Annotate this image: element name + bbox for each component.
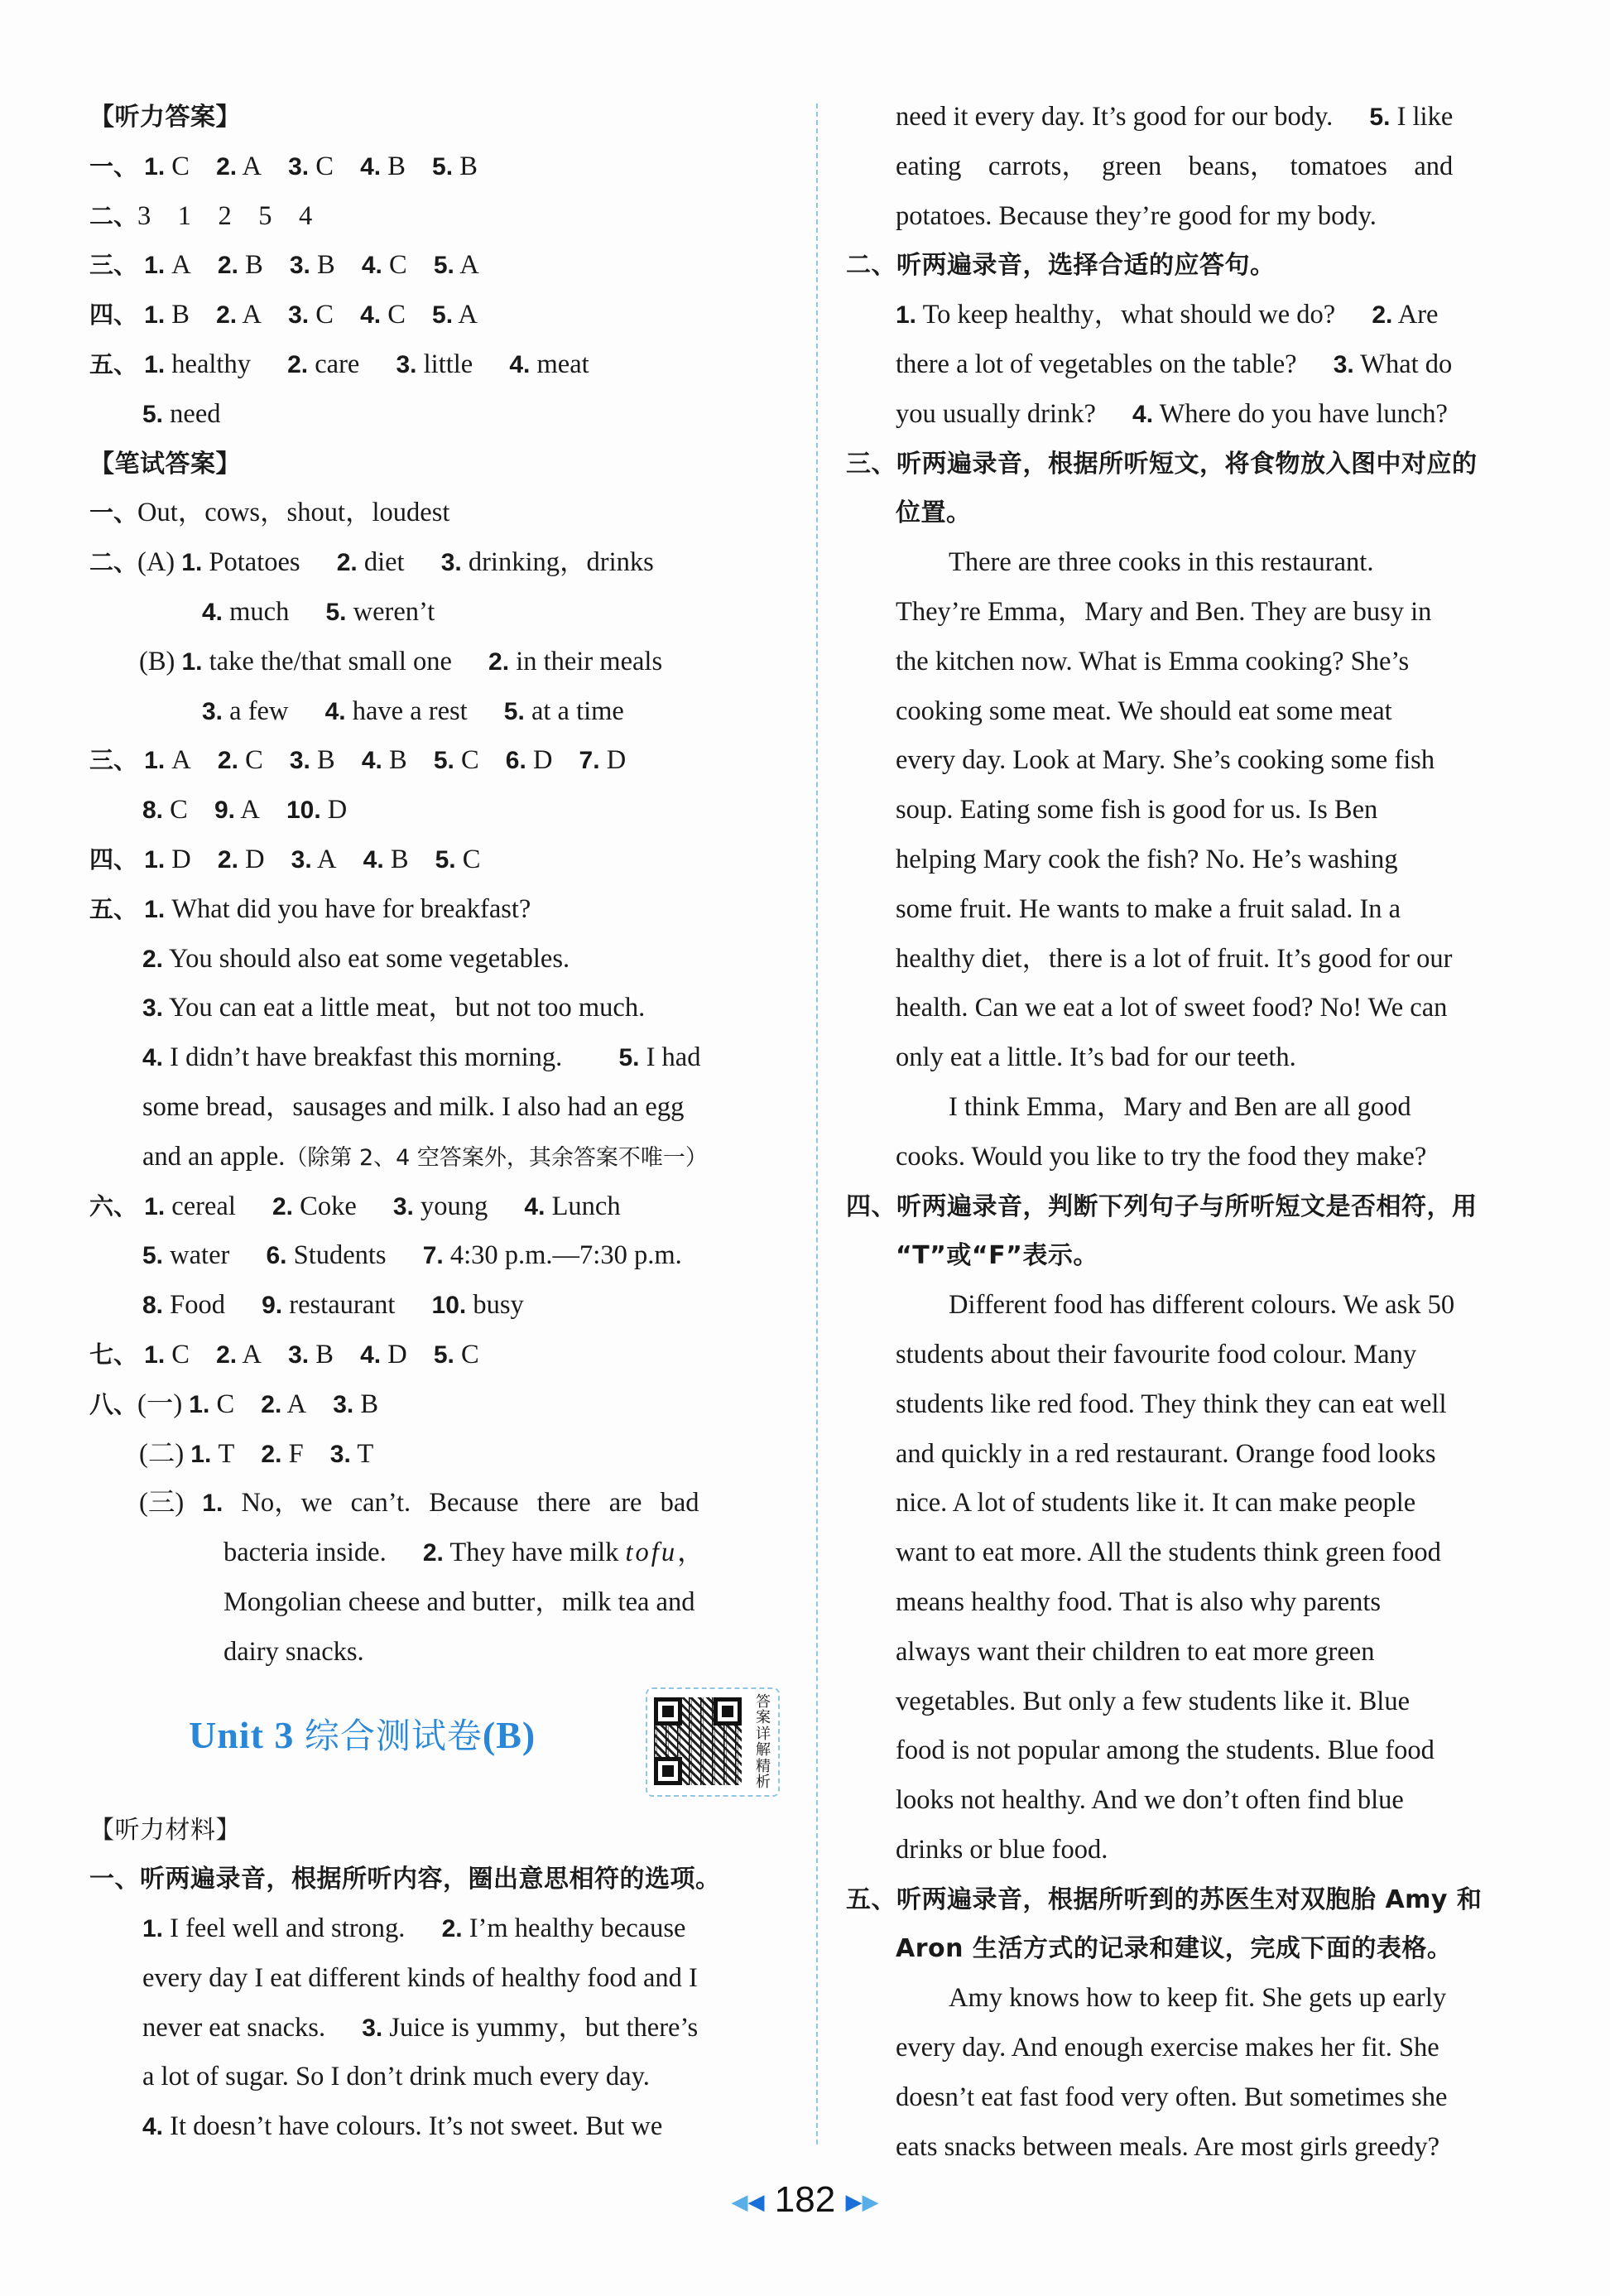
material-q4-instruction: 四、听两遍录音，判断下列句子与所听短文是否相符，用 [846,1191,1478,1221]
answer-row-written-5-1: 五、 1. What did you have for breakfast? [89,893,531,924]
answer-row-written-4: 四、 1. D 2. D 3. A 4. B 5. C [89,844,481,874]
answer-row-written-3: 三、 1. A 2. C 3. B 4. B 5. C 6. D 7. D [89,745,627,776]
next-page-arrow-icon[interactable]: ▶ [845,2188,863,2214]
prev-page-outer-arrow-icon[interactable]: ◀ [731,2188,748,2214]
material-q5-instruction-cont: Aron 生活方式的记录和建议，完成下面的表格。 [896,1934,1453,1964]
material-q1-line: 1. I feel well and strong. 2. I’m healthy because [142,1913,686,1944]
answer-row-listening-2: 二、3 1 2 5 4 [89,200,313,231]
material-q2-line: you usually drink? 4. Where do you have lunch? [896,398,1448,429]
material-q2-instruction: 二、听两遍录音，选择合适的应答句。 [846,251,1276,281]
material-q1-line: 4. It doesn’t have colours. It’s not sweet. But we [142,2111,663,2142]
material-q4-para: drinks or blue food. [896,1834,1108,1865]
answer-row-written-6: 六、 1. cereal 2. Coke 3. young 4. Lunch [89,1191,621,1221]
answer-row-written-8-3: (三) 1. No，we can’t. Because there are bad [139,1488,699,1519]
material-q3-para: helping Mary cook the fish? No. He’s washing [896,844,1398,874]
material-q3-para: soup. Eating some fish is good for us. Is Ben [896,795,1378,826]
material-q3-para: healthy diet，there is a lot of fruit. It’s good for our [896,943,1453,974]
material-q3-para: only eat a little. It’s bad for our teeth. [896,1042,1296,1073]
answer-row-written-8-2: (二) 1. T 2. F 3. T [139,1438,374,1469]
material-q3-para: They’re Emma，Mary and Ben. They are busy in [896,596,1432,627]
next-page-outer-arrow-icon[interactable]: ▶ [862,2188,879,2214]
material-q4-para: students about their favourite food colour. Many [896,1339,1417,1369]
answer-row-written-6-cont1: 5. water 6. Students 7. 4:30 p.m.—7:30 p.m. [142,1240,682,1271]
material-q4-para: food is not popular among the students. Blue food [896,1735,1435,1766]
answer-row-written-5-cont1: some bread，sausages and milk. I also had an egg [142,1091,685,1122]
material-q2-line: 1. To keep healthy，what should we do? 2. Are [896,300,1439,330]
material-q5-instruction: 五、听两遍录音，根据所听到的苏医生对双胞胎 Amy 和 [846,1884,1483,1914]
right-column [846,93,1545,2172]
material-q1-line: every day I eat different kinds of healthy food and I [142,1962,698,1993]
material-q1-instruction: 一、听两遍录音，根据所听内容，圈出意思相符的选项。 [89,1865,721,1894]
answer-row-written-5-2: 2. You should also eat some vegetables. [142,943,570,974]
answer-row-written-8-3-cont3: dairy snacks. [223,1636,364,1667]
material-q4-instruction-cont: “T”或“F”表示。 [896,1241,1098,1271]
left-column [89,93,789,2152]
material-q5-para: Amy knows how to keep fit. She gets up early [949,1983,1447,2014]
material-q1-cont: need it every day. It’s good for our body. 5. I like [896,102,1454,132]
material-q4-para: nice. A lot of students like it. It can make people [896,1488,1416,1519]
material-q4-para: always want their children to eat more green [896,1636,1375,1667]
material-q3-para: There are three cooks in this restaurant. [949,547,1374,578]
material-q3-para2: cooks. Would you like to try the food they make? [896,1141,1427,1172]
material-q5-para: doesn’t eat fast food very often. But sometimes she [896,2082,1448,2112]
prev-page-arrow-icon[interactable]: ◀ [747,2188,765,2214]
answer-row-listening-5-cont: 5. need [142,398,221,429]
material-q4-para: vegetables. But only a few students like it. Blue [896,1686,1410,1716]
qr-code-box[interactable] [646,1687,780,1797]
qr-code-icon[interactable] [654,1697,742,1785]
material-q1-cont: eating carrots， green beans， tomatoes and [896,151,1454,181]
answer-row-written-2b-cont: 3. a few 4. have a rest 5. at a time [202,696,624,726]
answer-row-written-2a-cont: 4. much 5. weren’t [202,596,435,627]
written-answers-header: 【笔试答案】 [89,449,241,479]
answer-row-written-1: 一、Out，cows，shout，loudest [89,498,450,528]
material-q3-para: health. Can we eat a lot of sweet food? No! We can [896,993,1448,1023]
answer-row-listening-3: 三、 1. A 2. B 3. B 4. C 5. A [89,250,479,281]
answer-row-written-2b: (B) 1. take the/that small one 2. in their meals [139,646,663,676]
answer-row-listening-1: 一、 1. C 2. A 3. C 4. B 5. B [89,151,478,181]
material-q4-para: looks not healthy. And we don’t often find blue [896,1785,1404,1816]
answer-row-listening-4: 四、 1. B 2. A 3. C 4. C 5. A [89,300,478,330]
answer-row-listening-5: 五、 1. healthy 2. care 3. little 4. meat [89,349,589,379]
answer-row-written-7: 七、 1. C 2. A 3. B 4. D 5. C [89,1339,479,1369]
answer-note: （除第 2、4 空答案外，其余答案不唯一） [285,1144,708,1171]
unit-title: Unit 3 综合测试卷(B) [189,1713,536,1756]
material-q3-para: cooking some meat. We should eat some meat [896,696,1392,726]
answer-row-written-5-3: 3. You can eat a little meat，but not too much. [142,993,646,1023]
page-number: 182 [774,2179,836,2220]
material-q4-para: students like red food. They think they can eat well [896,1389,1447,1419]
answer-row-written-3-cont: 8. C 9. A 10. D [142,795,348,826]
material-q3-instruction: 三、听两遍录音，根据所听短文，将食物放入图中对应的 [846,449,1478,479]
answer-row-written-6-cont2: 8. Food 9. restaurant 10. busy [142,1290,524,1321]
page-number-footer [0,2179,1610,2221]
answer-row-written-8-3-cont1: bacteria inside. 2. They have milk tofu， [223,1538,704,1568]
answer-row-written-8-1: 八、(一) 1. C 2. A 3. B [89,1389,379,1419]
material-q3-para: the kitchen now. What is Emma cooking? She’s [896,646,1410,676]
material-q1-line: a lot of sugar. So I don’t drink much every day. [142,2062,650,2092]
listening-material-header: 【听力材料】 [89,1815,241,1845]
material-q3-para: every day. Look at Mary. She’s cooking some fish [896,745,1435,776]
answer-row-written-5-cont2: and an apple.（除第 2、4 空答案外，其余答案不唯一） [142,1141,708,1172]
material-q5-para: every day. And enough exercise makes her fit. She [896,2033,1439,2063]
answer-row-written-5-4: 4. I didn’t have breakfast this morning. 5. I had [142,1042,701,1073]
column-divider [816,103,818,2144]
material-q4-para: Different food has different colours. We ask 50 [949,1290,1455,1321]
unit-title-block [89,1677,789,1806]
material-q3-para2: I think Emma，Mary and Ben are all good [949,1091,1411,1122]
answer-row-written-8-3-cont2: Mongolian cheese and butter，milk tea and [223,1586,695,1617]
listening-answers-header: 【听力答案】 [89,103,241,132]
material-q4-para: want to eat more. All the students think green food [896,1538,1441,1568]
material-q1-cont: potatoes. Because they’re good for my body. [896,200,1377,231]
material-q4-para: means healthy food. That is also why parents [896,1586,1382,1617]
answer-row-written-2a: 二、(A) 1. Potatoes 2. diet 3. drinking，drinks [89,547,654,578]
qr-label: 答 案 详 解 精 析 [756,1692,771,1791]
material-q1-line: never eat snacks. 3. Juice is yummy，but there’s [142,2012,699,2043]
material-q2-line: there a lot of vegetables on the table? 3. What do [896,349,1453,379]
material-q3-para: some fruit. He wants to make a fruit salad. In a [896,893,1401,924]
material-q3-instruction-cont: 位置。 [896,498,972,528]
material-q5-para: eats snacks between meals. Are most girls greedy? [896,2131,1440,2162]
material-q4-para: and quickly in a red restaurant. Orange food looks [896,1438,1436,1469]
